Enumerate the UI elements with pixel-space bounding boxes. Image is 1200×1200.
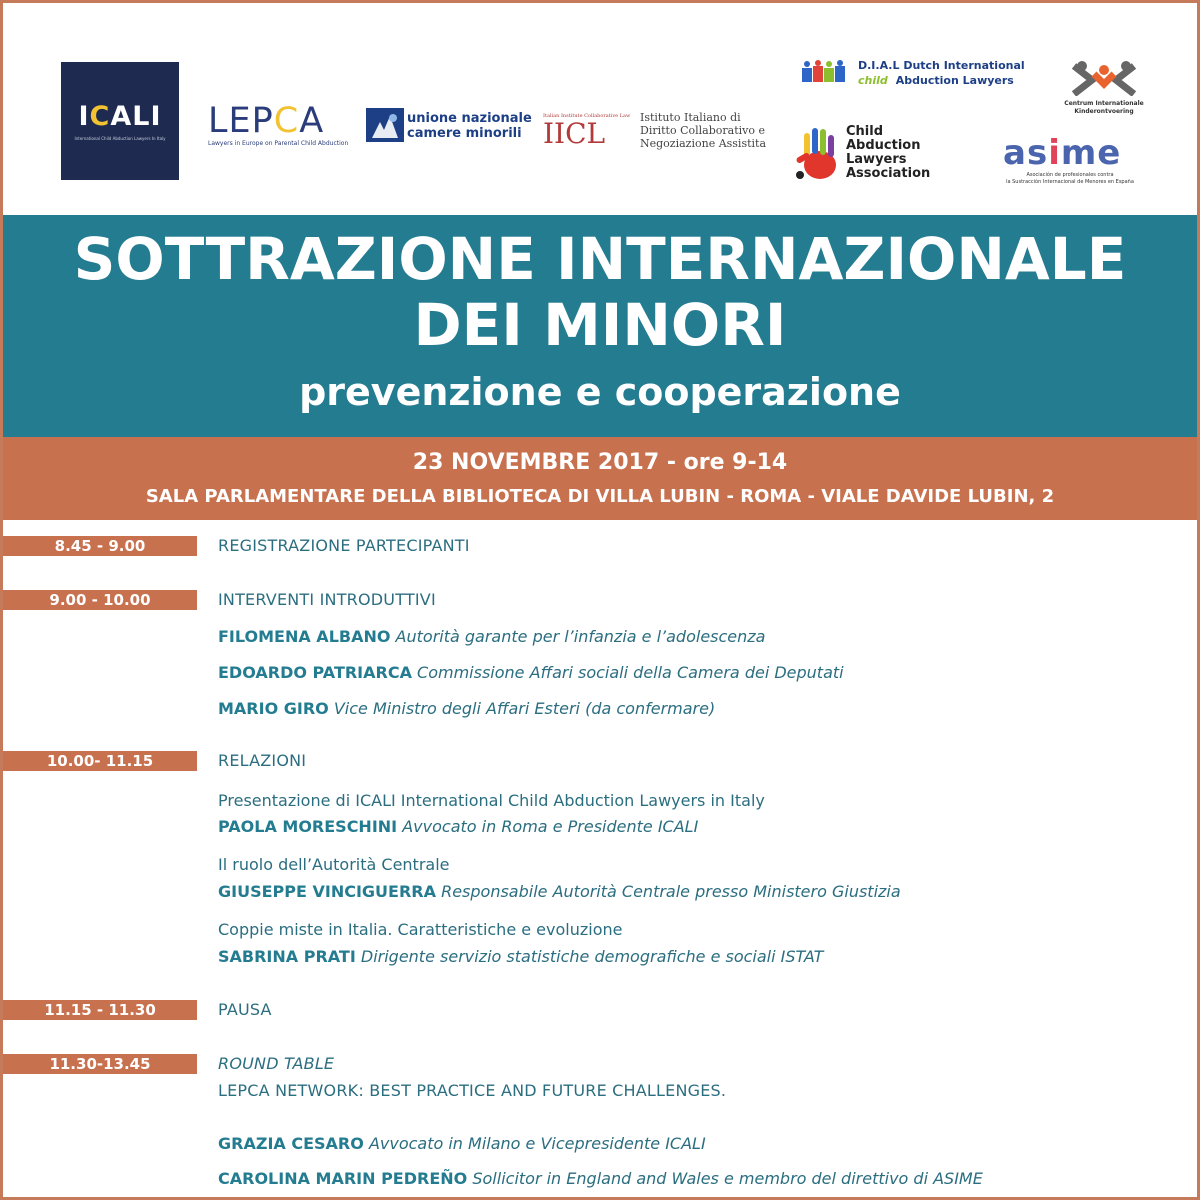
time-slot: 11.30-13.45 xyxy=(3,1054,197,1074)
lepca-wordmark: LEPCA xyxy=(208,101,325,141)
speaker-role: Responsabile Autorità Centrale presso Ministero Giustizia xyxy=(441,882,901,901)
event-venue: SALA PARLAMENTARE DELLA BIBLIOTECA DI VILLA LUBIN - ROMA - VIALE DAVIDE LUBIN, 2 xyxy=(145,486,1055,507)
unione-text: unione nazionale camere minorili xyxy=(407,111,532,141)
session-title: INTERVENTI INTRODUTTIVI xyxy=(218,590,436,609)
speaker-line xyxy=(218,1134,706,1154)
dial-line2: child Abduction Lawyers xyxy=(858,74,1014,87)
speaker-name: PAOLA MORESCHINI xyxy=(218,817,398,836)
speaker-name: SABRINA PRATI xyxy=(218,947,356,966)
speaker-role: Autorità garante per l’infanzia e l’adolescenza xyxy=(395,627,766,646)
iicl-mark xyxy=(543,107,633,147)
sponsor-logos xyxy=(0,0,1200,215)
speaker-role: Commissione Affari sociali della Camera dei Deputati xyxy=(417,663,844,682)
lepca-logo xyxy=(208,101,349,147)
time-slot: 8.45 - 9.00 xyxy=(3,536,197,556)
svg-text:Italian Institute Collaborativ: Italian Institute Collaborative Law xyxy=(543,113,631,119)
date-banner xyxy=(3,437,1197,520)
speaker-role: Avvocato in Milano e Vicepresidente ICALI xyxy=(368,1134,706,1153)
iicl-text: Istituto Italiano di Diritto Collaborativo e Negoziazione Assistita xyxy=(640,111,767,150)
session-title: REGISTRAZIONE PARTECIPANTI xyxy=(218,536,470,555)
cala-logo xyxy=(790,125,950,185)
title-subtitle: prevenzione e cooperazione xyxy=(299,370,901,414)
speaker-line xyxy=(218,947,823,967)
centrum-kinderontvoering-logo xyxy=(1064,60,1144,122)
time-slot: 9.00 - 10.00 xyxy=(3,590,197,610)
session-title: PAUSA xyxy=(218,1000,272,1019)
speaker-role: Vice Ministro degli Affari Esteri (da confermare) xyxy=(333,699,716,718)
svg-text:IICL: IICL xyxy=(543,117,606,147)
handprint-icon xyxy=(790,125,850,183)
speaker-name: GIUSEPPE VINCIGUERRA xyxy=(218,882,436,901)
speaker-line xyxy=(218,627,765,647)
lepca-subtitle: Lawyers in Europe on Parental Child Abduction xyxy=(208,140,349,147)
dial-line1: D.I.A.L Dutch International xyxy=(858,59,1025,72)
cala-text: Child Abduction Lawyers Association xyxy=(846,124,931,181)
speaker-name: CAROLINA MARIN PEDREÑO xyxy=(218,1169,468,1188)
title-line-2: DEI MINORI xyxy=(413,291,787,359)
speaker-role: Dirigente servizio statistiche demografiche e sociali ISTAT xyxy=(360,947,824,966)
speaker-role: Avvocato in Roma e Presidente ICALI xyxy=(402,817,699,836)
speaker-role: Sollicitor in England and Wales e membro del direttivo di ASIME xyxy=(472,1169,983,1188)
session-title: ROUND TABLE xyxy=(218,1054,335,1073)
speaker-name: MARIO GIRO xyxy=(218,699,329,718)
asime-logo xyxy=(995,133,1145,186)
iicl-logo xyxy=(543,107,767,150)
speaker-line xyxy=(218,817,698,837)
event-date: 23 NOVEMBRE 2017 - ore 9-14 xyxy=(412,450,788,475)
speaker-line xyxy=(218,699,715,719)
time-slot: 11.15 - 11.30 xyxy=(3,1000,197,1020)
speaker-name: GRAZIA CESARO xyxy=(218,1134,364,1153)
program-schedule xyxy=(0,520,1200,1200)
icali-logo xyxy=(61,62,179,180)
speaker-line xyxy=(218,663,844,683)
cik-text: Centrum Internationale Kinderontvoering xyxy=(1064,100,1144,115)
title-banner xyxy=(3,215,1197,437)
speaker-line xyxy=(218,1169,983,1189)
speaker-name: EDOARDO PATRIARCA xyxy=(218,663,412,682)
time-slot: 10.00- 11.15 xyxy=(3,751,197,771)
icali-subtitle: International Child Abduction Lawyers In Italy xyxy=(74,136,166,141)
talk-topic: Il ruolo dell’Autorità Centrale xyxy=(218,855,450,874)
unione-camere-minorili-logo xyxy=(366,108,532,142)
hands-icon xyxy=(366,108,404,142)
session-title: RELAZIONI xyxy=(218,751,307,770)
asime-subtitle: Asociación de profesionales contra la Sustracción Internacional de Menores en España xyxy=(1006,172,1134,185)
children-puzzle-icon xyxy=(802,60,852,86)
speaker-line xyxy=(218,882,901,902)
dial-logo xyxy=(802,56,1025,90)
figures-icon xyxy=(1070,60,1138,96)
talk-topic: Coppie miste in Italia. Caratteristiche e evoluzione xyxy=(218,920,623,939)
speaker-name: FILOMENA ALBANO xyxy=(218,627,391,646)
title-line-1: SOTTRAZIONE INTERNAZIONALE xyxy=(73,225,1127,293)
asime-wordmark: asime xyxy=(1003,133,1122,173)
session-subtitle: LEPCA NETWORK: BEST PRACTICE AND FUTURE CHALLENGES. xyxy=(218,1081,727,1100)
talk-topic: Presentazione di ICALI International Child Abduction Lawyers in Italy xyxy=(218,791,765,810)
icali-wordmark: ICALI xyxy=(78,101,162,132)
